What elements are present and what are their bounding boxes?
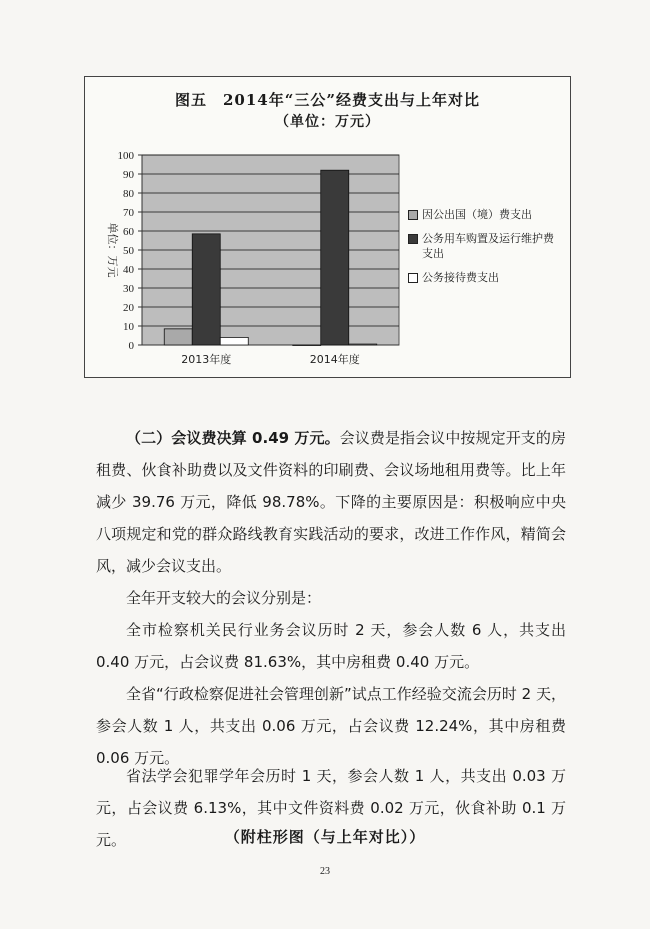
- y-tick-label: 40: [123, 264, 134, 276]
- y-tick-label: 0: [128, 340, 134, 352]
- chart-figure: [84, 76, 571, 378]
- y-tick-label: 60: [123, 226, 134, 238]
- page-number: 23: [320, 866, 330, 877]
- y-axis-label: 单位：万元: [106, 222, 119, 278]
- legend-swatch: [408, 273, 418, 283]
- section-heading: （二）会议费决算 0.49 万元。: [126, 429, 340, 447]
- y-tick-label: 80: [123, 188, 134, 200]
- legend-item: [408, 207, 564, 222]
- bar: [321, 170, 349, 345]
- x-tick-label: 2014年度: [309, 353, 360, 366]
- legend-item: [408, 270, 564, 285]
- legend-item: [408, 231, 564, 261]
- legend-swatch: [408, 234, 418, 244]
- meeting-paragraph-1: 全市检察机关民行业务会议历时 2 天，参会人数 6 人，共支出 0.40 万元，占会议费 81.63%，其中房租费 0.40 万元。: [96, 621, 566, 671]
- y-tick-label: 100: [117, 150, 134, 162]
- bar: [349, 344, 377, 345]
- y-tick-label: 20: [123, 302, 134, 314]
- legend-label: 公务接待费支出: [422, 271, 499, 284]
- bar: [192, 234, 220, 345]
- y-tick-label: 70: [123, 207, 134, 219]
- bar: [220, 337, 248, 345]
- section-paragraph: [96, 422, 566, 582]
- y-tick-label: 30: [123, 283, 134, 295]
- bar: [164, 329, 192, 345]
- y-tick-label: 50: [123, 245, 134, 257]
- chart-legend: [408, 207, 564, 294]
- x-tick-label: 2013年度: [181, 353, 232, 366]
- chart-subtitle: （单位：万元）: [275, 114, 380, 130]
- meeting-paragraph-3: 省法学会犯罪学年会历时 1 天，参会人数 1 人，共支出 0.03 万元，占会议费 6.13%，其中文件资料费 0.02 万元，伙食补助 0.1 万元。: [96, 767, 566, 849]
- y-tick-label: 90: [123, 169, 134, 181]
- chart-title: 图五 2014年“三公”经费支出与上年对比: [174, 91, 480, 109]
- meeting-paragraph-2: 全省“行政检察促进社会管理创新”试点工作经验交流会历时 2 天，参会人数 1 人，共支出 0.06 万元，占会议费 12.24%，其中房租费 0.06 万元。: [96, 685, 566, 767]
- legend-label: 公务用车购置及运行维护费支出: [422, 232, 554, 260]
- bar: [293, 345, 321, 346]
- figure-caption: （附柱形图（与上年对比））: [224, 828, 426, 846]
- intro-paragraph: 全年开支较大的会议分别是：: [126, 589, 322, 607]
- y-tick-label: 10: [123, 321, 134, 333]
- legend-label: 因公出国（境）费支出: [422, 208, 532, 221]
- section-body: 会议费是指会议中按规定开支的房租费、伙食补助费以及文件资料的印刷费、会议场地租用费等。比上年减少 39.76 万元，降低 98.78%。下降的主要原因是：积极响应中央八项规定和党的群众路线教育实践活动的要求，改进工作作风，精简会风，减少会议支出。: [96, 429, 566, 575]
- legend-swatch: [408, 210, 418, 220]
